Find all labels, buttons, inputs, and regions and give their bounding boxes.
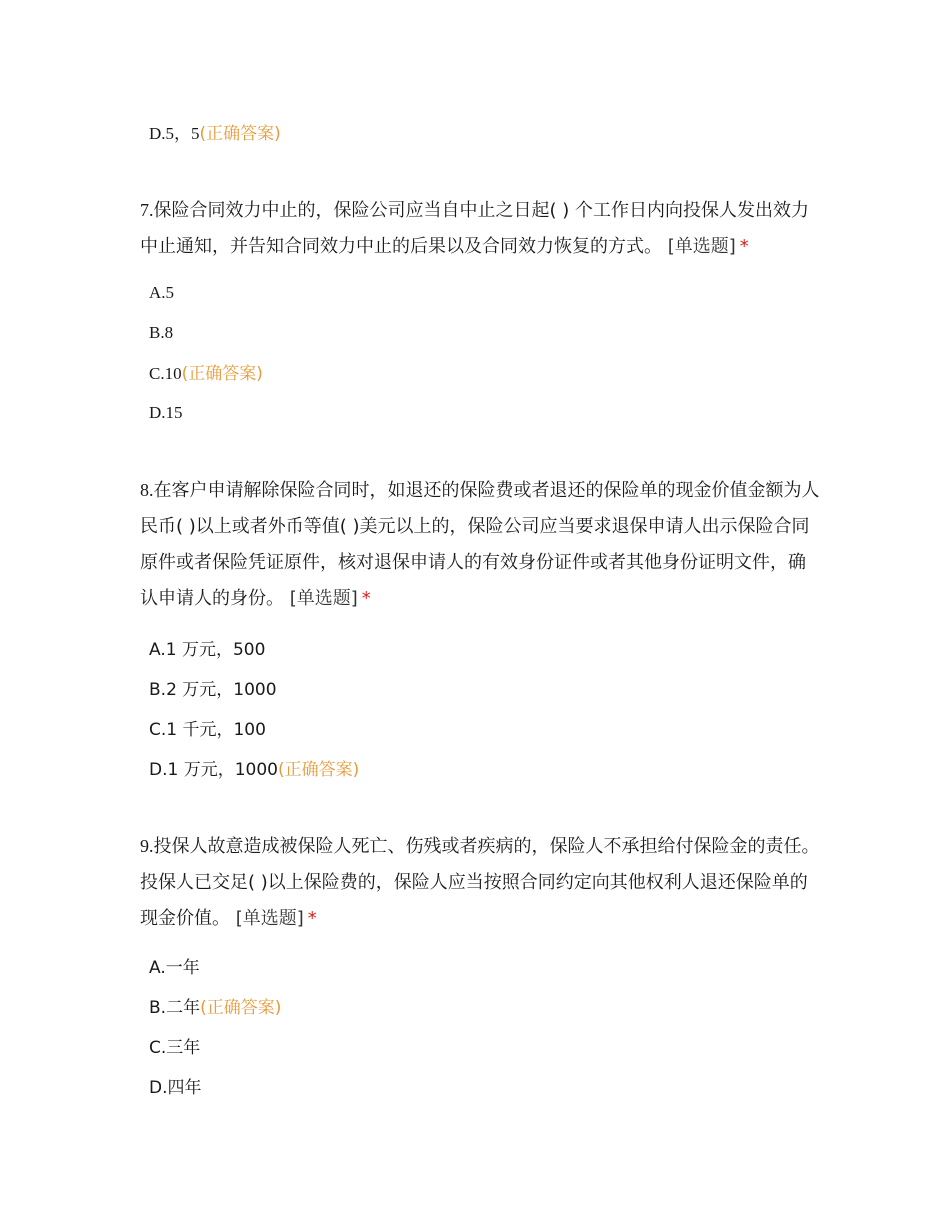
question-7-option-b (149, 321, 173, 345)
question-8-option-c (149, 718, 266, 742)
option-text: D.四年 (149, 1078, 202, 1098)
question-9-option-d (149, 1076, 202, 1100)
question-type-label: [单选题] (235, 908, 304, 929)
question-8-title (140, 472, 820, 617)
option-text: A.1 万元，500 (149, 640, 266, 660)
prev-question-option-d (149, 122, 281, 146)
question-8-option-a (149, 638, 265, 662)
question-number: 9. (140, 836, 154, 856)
option-text: D.15 (149, 403, 183, 422)
correct-answer-label: (正确答案) (181, 364, 263, 384)
option-text: D.5，5 (149, 124, 200, 143)
question-7-option-d (149, 401, 183, 425)
option-text: B.2 万元，1000 (149, 680, 277, 700)
question-text: 保险合同效力中止的，保险公司应当自中止之日起( ) 个工作日内向投保人发出效力中止通知，并告知合同效力中止的后果以及合同效力恢复的方式。 (140, 200, 809, 257)
required-marker: * (739, 236, 749, 257)
correct-answer-label: (正确答案) (277, 760, 360, 780)
option-text: A.一年 (149, 958, 200, 978)
question-8-option-d (149, 758, 359, 782)
question-9-option-b (149, 996, 281, 1020)
question-7-option-a (149, 281, 174, 305)
option-text: C.三年 (149, 1038, 201, 1058)
question-8-option-b (149, 678, 277, 702)
question-text: 在客户申请解除保险合同时，如退还的保险费或者退还的保险单的现金价值金额为人民币( )以上或者外币等值( )美元以上的，保险公司应当要求退保申请人出示保险合同原件或者保险凭证原件，核对退保申请人的有效身份证件或者其他身份证明文件，确认申请人的身份。 (140, 480, 820, 609)
correct-answer-label: (正确答案) (199, 124, 281, 144)
option-text: A.5 (149, 283, 175, 302)
question-9-option-a (149, 956, 200, 980)
question-number: 8. (140, 480, 154, 500)
question-9-option-c (149, 1036, 200, 1060)
option-text: B.8 (149, 323, 174, 342)
question-number: 7. (140, 200, 154, 220)
required-marker: * (361, 588, 371, 609)
question-text: 投保人故意造成被保险人死亡、伤残或者疾病的，保险人不承担给付保险金的责任。投保人已交足( )以上保险费的，保险人应当按照合同约定向其他权利人退还保险单的现金价值。 (140, 836, 820, 929)
required-marker: * (307, 908, 317, 929)
question-type-label: [单选题] (289, 588, 358, 609)
question-7-option-c (149, 362, 263, 386)
option-text: C.1 千元，100 (149, 720, 266, 740)
option-text: D.1 万元，1000 (149, 760, 278, 780)
question-9-title (140, 828, 820, 937)
correct-answer-label: (正确答案) (200, 998, 282, 1018)
option-text: B.二年 (149, 998, 201, 1018)
question-type-label: [单选题] (667, 236, 736, 257)
question-7-title (140, 192, 820, 265)
option-text: C.10 (149, 364, 182, 383)
